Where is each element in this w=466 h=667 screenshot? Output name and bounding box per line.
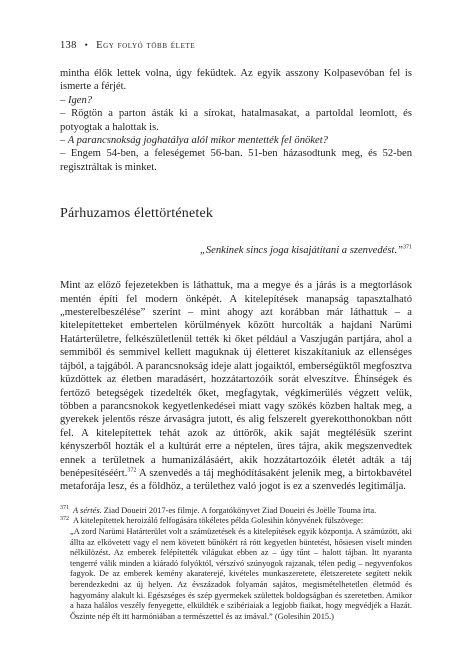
epigraph-text: „Senkinek sincs joga kisajátítani a szenvedést.” [199, 245, 403, 257]
footnote-ref: 371 [403, 244, 412, 251]
running-head [60, 40, 412, 51]
body-text: Mint az előző fejezetekben is láthattuk, ma a megye és a járás is a megtorlások mentén építi fel modern önképét. A kitelepítések manapság tapasztalható „mesterelbeszélése” szerint – mint ahogy azt korábban már láthattuk – a kitelepítetteket embertelen körülmények között hurcolták a hajdani Narümi Határterületre, felkészületlenül tették ki őket például a Vaszjugán partjára, ahol a semmiből és semmivel kellett maguknak új életteret kiszakítaniuk az ellenséges tájból, a tajgából. A parancsnokság ideje alatt jogaiktól, emberségüktől megfosztva küzdöttek az életben maradásért, hozzátartozóik sorát elveszítve. Éhínségek és fertőző betegségek tizedelték őket, megfagytak, végkimerülés végzett velük, többen a parancsnokok kegyetlenkedései miatt vagy szökés közben haltak meg, a gyerekek jelentős része árvaságra jutott, és alig felszerelt gyerekotthonokban nőtt fel. A kitelepítettek tehát azok az úttörők, akik saját megtélésük szerint kényszerből hozták el a kultúrát erre a néptelen, üres tájra, akik megszenvedtek ennek a területnek a humanizálásáért, akik hozzátartozóik életét adták a táj benépesítéséért. [60, 280, 412, 479]
body-text: A szenvedés a táj meghódításaként jelenik meg, a birtokbavétel metaforája lesz, és a földhöz, a területhez való jogot is ez a szenvedés legitimálja. [60, 467, 412, 493]
footnote-ref: 372 [127, 467, 137, 474]
footnote-371 [60, 506, 412, 517]
header-separator-icon: • [84, 40, 89, 50]
book-page [60, 40, 412, 622]
footnote-lead: A kitelepítettek heroizáló felfogására tökéletes példa Golesihin könyvének fülszövege: [73, 516, 364, 526]
page-number: 138 [60, 40, 77, 51]
dialogue-question: – Igen? [60, 94, 93, 106]
dialogue-answer: – Rögtön a parton ásták ki a sírokat, hatalmasakat, a partoldal leomlott, és potyogtak a halottak is. [60, 108, 412, 133]
footnote-372 [60, 516, 412, 527]
footnote-italic: A sértés. [73, 505, 102, 515]
dialogue-answer: – Engem 54-ben, a feleségemet 56-ban. 51-ben házasodtunk meg, és 52-ben regisztráltak is minket. [60, 148, 412, 173]
section-title: Párhuzamos élettörténetek [60, 206, 214, 222]
paragraph: mintha élők lettek volna, úgy feküdtek. Az egyik asszony Kolpasevóban fel is ismerte a férjét. [60, 68, 412, 93]
footnote-number: 371 [60, 504, 69, 511]
book-title: Egy folyó több élete [96, 40, 196, 51]
interview-excerpt [60, 67, 412, 174]
body-paragraph [60, 279, 412, 494]
footnote-number: 372 [60, 515, 69, 522]
epigraph [60, 244, 412, 257]
footnote-quote: „A zord Narümi Határterület volt a számüzetések és a kitelepítések egyik központja. A számüzött, aki állta az elkövetett vagy el nem követett bűnökért rá rótt kegyetlen büntetést, hősiesen viselt minden nélkülözést. Az emberek felépítették világukat ebben az – úgy tűnt – halott tájban. Itt nyaranta tengerré válik minden a kiáradó folyóktól, vérszívó szúnyogok rajzanak, télen pedig – negyvenfokos fagyok. De az emberek kemény akaraterejé, kivételes munkaszeretete, életszeretete segített nekik berendezkedni az új helyen. Az évszázadok folyamán sajátos, megismételhetetlen életmód és hagyomány alakult ki. Egészséges és szép gyermekek születtek boldogságban és szeretetben. Amikor a haza halálos veszély fenyegette, elküldték e szibériaiak a legjobb fiaikat, hogy megvédjék a Hazát. Őszinte nép élt itt harmóniában a természettel és az imával.” (Golesihin 2015.) [70, 526, 412, 621]
footnotes [60, 506, 412, 623]
dialogue-question: – A parancsnokság joghatálya alól mikor mentették fel önöket? [60, 135, 328, 147]
footnote-text: Ziad Doueiri 2017-es filmje. A forgatókönyvet Ziad Doueiri és Joëlle Touma írta. [101, 505, 377, 515]
